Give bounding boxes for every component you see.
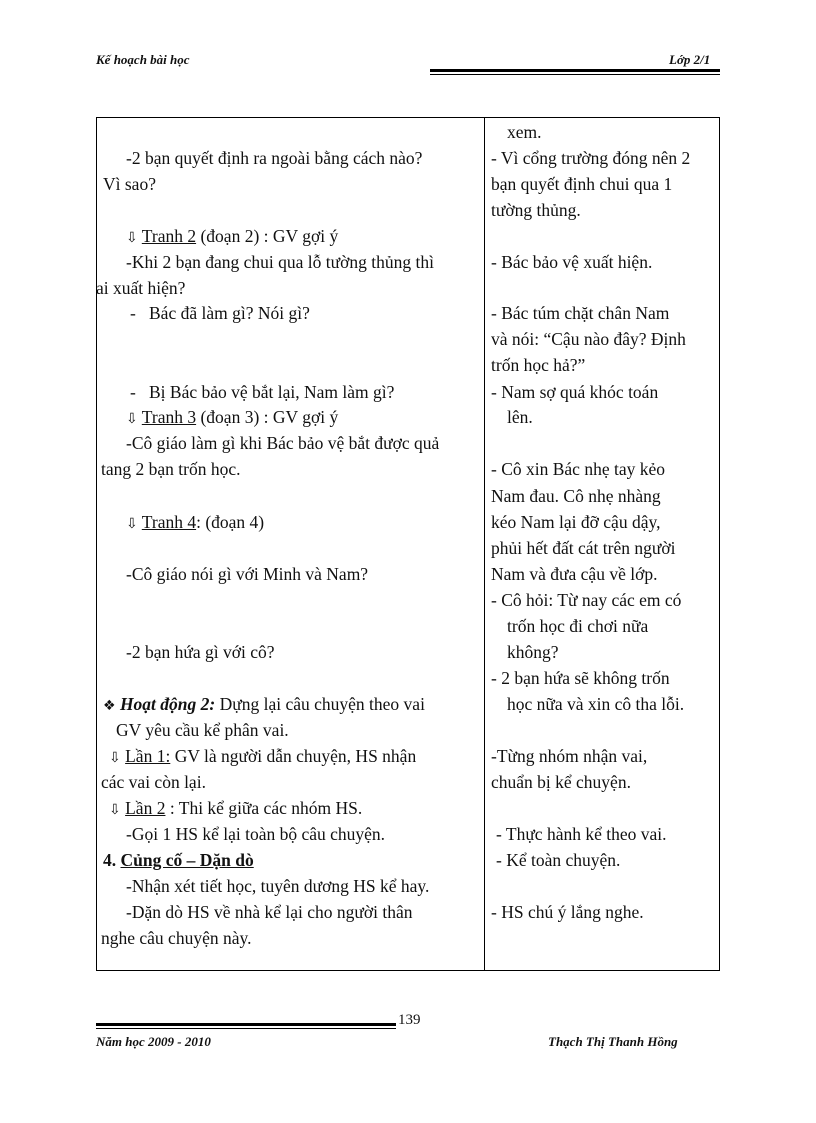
header-rule-thin (430, 74, 720, 75)
left-line: -Nhận xét tiết học, tuyên dương HS kể hay. (126, 876, 430, 896)
round-1-label: Lần 1: (125, 746, 171, 766)
down-arrow-icon: ⇩ (126, 230, 138, 246)
down-arrow-icon: ⇩ (109, 802, 121, 818)
left-line: -2 bạn quyết định ra ngoài bằng cách nào? (126, 148, 423, 168)
round-2-text: : Thi kể giữa các nhóm HS. (165, 798, 363, 818)
header-rule (430, 69, 720, 72)
four-diamond-bullet-icon: ❖ (103, 698, 116, 714)
left-line: -Gọi 1 HS kể lại toàn bộ câu chuyện. (126, 824, 386, 844)
left-line: -Cô giáo làm gì khi Bác bảo vệ bắt được quả (126, 433, 440, 453)
right-line: -Từng nhóm nhận vai, (491, 746, 648, 766)
right-line: - Cô xin Bác nhẹ tay kẻo (491, 459, 665, 479)
right-line: - Kể toàn chuyện. (496, 850, 621, 870)
section-4-title: Củng cố – Dặn dò (120, 850, 254, 870)
right-line: chuẩn bị kể chuyện. (491, 772, 631, 792)
right-line: và nói: “Cậu nào đây? Định (491, 329, 686, 349)
right-line: phủi hết đất cát trên người (491, 538, 676, 558)
round-2-label: Lần 2 (125, 798, 166, 818)
right-line: - Bác túm chặt chân Nam (491, 303, 670, 323)
right-line: - Vì cổng trường đóng nên 2 (491, 148, 691, 168)
picture-3-line (126, 407, 338, 429)
page-number: 139 (398, 1012, 421, 1028)
column-divider (484, 117, 485, 971)
footer-rule (96, 1023, 396, 1026)
right-line: - 2 bạn hứa sẽ không trốn (491, 668, 670, 688)
footer-rule-thin (96, 1028, 396, 1029)
right-line: tường thủng. (491, 200, 581, 220)
right-line: lên. (507, 407, 533, 427)
down-arrow-icon: ⇩ (109, 750, 121, 766)
left-line: Bị Bác bảo vệ bắt lại, Nam làm gì? (149, 382, 395, 402)
right-line: trốn học đi chơi nữa (507, 616, 649, 636)
right-line: kéo Nam lại đỡ cậu dậy, (491, 512, 661, 532)
right-line: - Bác bảo vệ xuất hiện. (491, 252, 653, 272)
left-line: GV yêu cầu kể phân vai. (116, 720, 289, 740)
right-line: - Thực hành kể theo vai. (496, 824, 667, 844)
header-title: Kế hoạch bài học (96, 52, 190, 67)
picture-4-text: : (đoạn 4) (196, 512, 265, 532)
right-line: - Cô hỏi: Từ nay các em có (491, 590, 682, 610)
right-line: không? (507, 642, 559, 662)
right-line: trốn học hả?” (491, 355, 586, 375)
activity-2-label: Hoạt động 2: (119, 694, 216, 714)
left-line: -Khi 2 bạn đang chui qua lỗ tường thủng thì (126, 252, 434, 272)
dash-bullet: - (130, 303, 136, 323)
picture-4-line (126, 512, 264, 534)
section-4-heading (103, 850, 254, 870)
left-line: Bác đã làm gì? Nói gì? (149, 303, 310, 323)
left-line: nghe câu chuyện này. (101, 928, 252, 948)
picture-3-label: Tranh 3 (141, 407, 197, 427)
dash-bullet: - (130, 382, 136, 402)
right-line: xem. (507, 122, 542, 142)
round-2-line (109, 798, 362, 820)
left-line: các vai còn lại. (101, 772, 206, 792)
left-line: tang 2 bạn trốn học. (101, 459, 241, 479)
right-line: Nam đau. Cô nhẹ nhàng (491, 486, 661, 506)
picture-4-label: Tranh 4 (141, 512, 197, 532)
picture-3-text: (đoạn 3) : GV gợi ý (196, 407, 339, 427)
right-line: - Nam sợ quá khóc toán (491, 382, 659, 402)
right-line: - HS chú ý lắng nghe. (491, 902, 644, 922)
round-1-line (109, 746, 416, 768)
footer-author: Thạch Thị Thanh Hồng (548, 1034, 678, 1049)
header-class: Lớp 2/1 (669, 52, 711, 67)
round-1-text: GV là người dẫn chuyện, HS nhận (170, 746, 417, 766)
left-line: -Dặn dò HS về nhà kể lại cho người thân (126, 902, 413, 922)
section-4-number: 4. (103, 850, 121, 870)
left-line: -2 bạn hứa gì với cô? (126, 642, 275, 662)
footer-school-year: Năm học 2009 - 2010 (96, 1034, 211, 1049)
down-arrow-icon: ⇩ (126, 516, 138, 532)
picture-2-line (126, 226, 338, 248)
left-line: ai xuất hiện? (96, 278, 186, 298)
activity-2-text: Dựng lại câu chuyện theo vai (215, 694, 425, 714)
left-line: -Cô giáo nói gì với Minh và Nam? (126, 564, 369, 584)
right-line: bạn quyết định chui qua 1 (491, 174, 673, 194)
picture-2-label: Tranh 2 (141, 226, 197, 246)
left-line: Vì sao? (103, 174, 156, 194)
down-arrow-icon: ⇩ (126, 411, 138, 427)
activity-2-line (103, 694, 425, 716)
right-line: học nữa và xin cô tha lỗi. (507, 694, 685, 714)
right-line: Nam và đưa cậu về lớp. (491, 564, 658, 584)
picture-2-text: (đoạn 2) : GV gợi ý (196, 226, 339, 246)
